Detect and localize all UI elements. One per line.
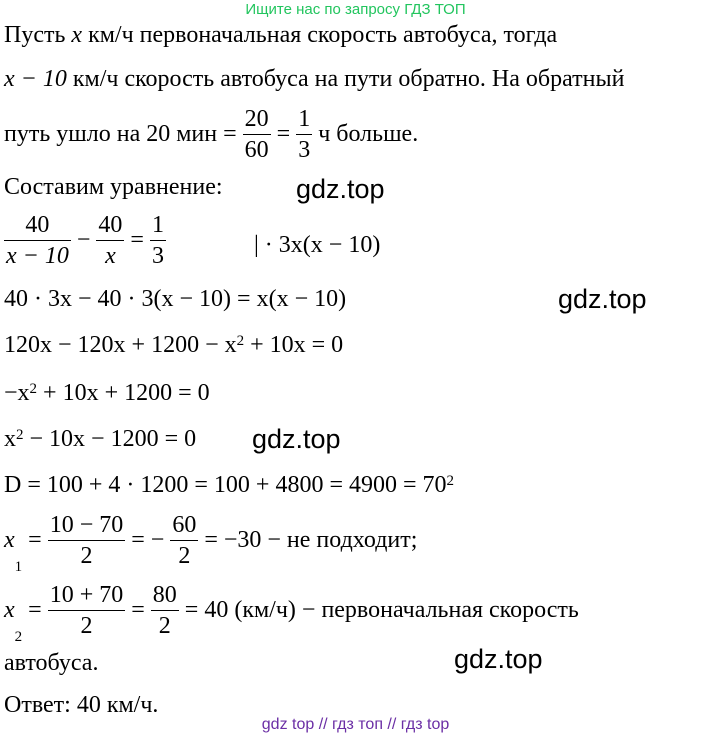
eq3-part-b: + 10x = 0 [244,332,344,358]
frac-den: 3 [151,243,164,269]
text-initial-speed: первоначальная скорость автобуса, тогда [139,22,558,48]
exponent: 2 [16,427,24,443]
equation-2: 40 · 3x − 40 · 3(x − 10) = x(x − 10) [4,286,347,312]
watermark: gdz.top [454,644,543,674]
equals: = [28,527,42,553]
equals: = [28,597,42,623]
eq4-part-b: + 10x + 1200 = 0 [37,380,210,406]
bus-continuation: автобуса. [4,650,99,676]
frac-num: 10 + 70 [48,580,126,611]
eq-minus: = − [131,527,165,553]
frac-den: 3 [298,137,311,163]
equals: = [276,121,291,147]
fraction-20-60 [243,104,271,165]
fraction-60-2 [170,510,198,571]
equation-6-discriminant [4,470,454,500]
eq3-part-a: 120x − 120x + 1200 − x [4,332,237,358]
eq6-part-a: D = 100 + 4 · 1200 = 100 + 4800 = 4900 = 70 [4,472,447,498]
frac-num: 1 [296,104,312,135]
equals: = [130,227,144,253]
equation-1 [4,210,166,271]
fraction-40-over-x-minus-10 [4,210,71,271]
root-x2 [4,580,579,645]
frac-den: 2 [80,613,93,639]
x2-result: = 40 (км/ч) − первоначальная скорость [184,597,579,623]
frac-num: 60 [170,510,198,541]
unit-kmh: км/ч [88,22,134,48]
eq5-part-b: − 10x − 1200 = 0 [23,426,197,452]
text-line-2 [4,64,624,94]
watermark: gdz.top [252,424,341,454]
root-x1 [4,510,418,575]
fraction-40-over-x [96,210,124,271]
eq5-part-a: x [4,426,16,452]
frac-den: 2 [80,543,93,569]
fraction-1-3 [150,210,166,271]
header-note: Ищите нас по запросу ГДЗ ТОП [245,1,466,18]
text-return-time: путь ушло на 20 мин = [4,121,237,147]
footer-note: gdz top // гдз топ // гдз top [261,716,450,733]
exponent: 2 [29,381,38,397]
fraction-10-minus-70 [48,510,126,571]
fraction-10-plus-70 [48,580,126,641]
frac-num: 80 [151,580,179,611]
frac-num: 10 − 70 [48,510,126,541]
frac-den: 2 [158,613,171,639]
text-return-speed: скорость автобуса на пути обратно. На обратный [124,66,625,92]
frac-den: 2 [178,543,191,569]
x1-result: = −30 − не подходит; [204,527,418,553]
equation-5 [4,424,196,454]
subscript: 2 [14,628,23,645]
fraction-80-2 [151,580,179,641]
frac-den: x [105,243,116,269]
fraction-1-3 [296,104,312,165]
watermark: gdz.top [558,284,647,314]
text-pust: Пусть [4,22,66,48]
eq4-part-a: −x [4,380,30,406]
text-line-1 [4,20,557,50]
var-x: x [4,527,15,553]
var-x: x [4,597,15,623]
text-line-3 [4,104,418,165]
compose-label: Составим уравнение: [4,174,223,200]
equation-3 [4,330,343,360]
frac-num: 40 [4,210,71,241]
answer-line: Ответ: 40 км/ч. [4,692,159,718]
var-x: x [71,22,83,48]
frac-num: 1 [150,210,166,241]
frac-num: 20 [243,104,271,135]
watermark: gdz.top [296,174,385,204]
frac-num: 40 [96,210,124,241]
equals: = [131,597,145,623]
multiplier-note: | · 3x(x − 10) [254,232,381,258]
minus: − [76,227,91,253]
unit-kmh: км/ч [72,66,119,92]
equation-4 [4,378,210,408]
exponent: 2 [446,473,455,489]
text-more: ч больше. [318,121,419,147]
exponent: 2 [236,333,245,349]
frac-den: x − 10 [6,243,69,269]
expr-x-minus-10: x − 10 [4,66,67,92]
frac-den: 60 [244,137,269,163]
subscript: 1 [14,558,23,575]
